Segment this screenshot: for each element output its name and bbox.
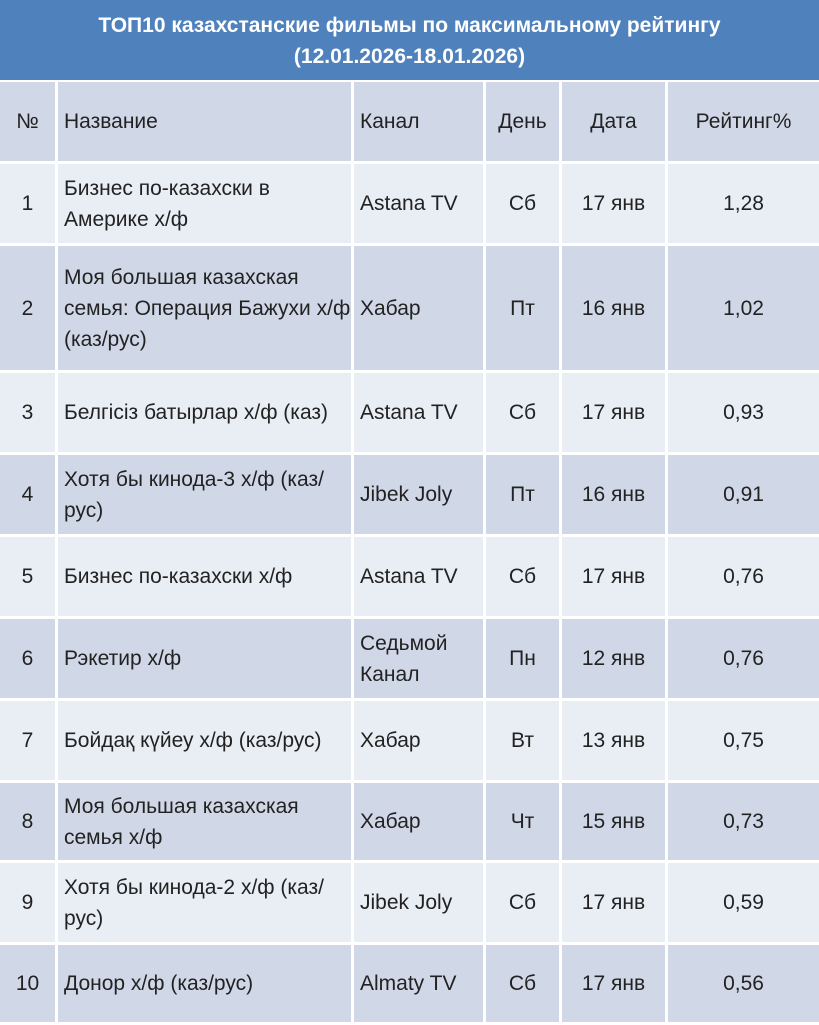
row-channel: Astana TV <box>354 537 486 619</box>
ratings-table <box>0 82 819 1025</box>
row-film-name: Бизнес по-казахски х/ф <box>58 537 354 619</box>
row-rating: 0,76 <box>668 619 819 701</box>
row-number: 9 <box>0 863 58 945</box>
table-row <box>0 783 819 863</box>
row-day: Сб <box>486 945 562 1025</box>
row-date: 12 янв <box>562 619 668 701</box>
row-rating: 0,59 <box>668 863 819 945</box>
row-number: 4 <box>0 455 58 537</box>
table-row <box>0 863 819 945</box>
row-rating: 0,73 <box>668 783 819 863</box>
row-rating: 0,91 <box>668 455 819 537</box>
row-day: Сб <box>486 164 562 246</box>
row-date: 17 янв <box>562 945 668 1025</box>
row-number: 3 <box>0 373 58 455</box>
table-title <box>0 0 819 80</box>
row-rating: 0,56 <box>668 945 819 1025</box>
row-channel: Astana TV <box>354 373 486 455</box>
row-day: Пт <box>486 246 562 373</box>
header-rating: Рейтинг% <box>668 82 819 164</box>
row-date: 17 янв <box>562 373 668 455</box>
row-film-name: Рэкетир х/ф <box>58 619 354 701</box>
row-channel: Astana TV <box>354 164 486 246</box>
row-number: 2 <box>0 246 58 373</box>
table-title-line-2: (12.01.2026-18.01.2026) <box>293 45 526 68</box>
row-date: 16 янв <box>562 246 668 373</box>
row-film-name: Белгісіз батырлар х/ф (каз) <box>58 373 354 455</box>
row-number: 1 <box>0 164 58 246</box>
row-film-name: Бизнес по-казахски в Америке х/ф <box>58 164 354 246</box>
row-channel: Хабар <box>354 701 486 783</box>
table-row <box>0 537 819 619</box>
row-channel: Хабар <box>354 246 486 373</box>
row-day: Сб <box>486 863 562 945</box>
row-rating: 0,93 <box>668 373 819 455</box>
row-day: Вт <box>486 701 562 783</box>
row-channel: Almaty TV <box>354 945 486 1025</box>
row-rating: 0,75 <box>668 701 819 783</box>
table-title-line-1: ТОП10 казахстанские фильмы по максимальному рейтингу <box>98 14 721 37</box>
row-date: 16 янв <box>562 455 668 537</box>
row-day: Сб <box>486 537 562 619</box>
row-film-name: Хотя бы кинода-2 х/ф (каз/рус) <box>58 863 354 945</box>
row-film-name: Моя большая казахская семья: Операция Бажухи х/ф (каз/рус) <box>58 246 354 373</box>
row-day: Пн <box>486 619 562 701</box>
row-date: 17 янв <box>562 164 668 246</box>
table-row <box>0 619 819 701</box>
row-film-name: Бойдақ күйеу х/ф (каз/рус) <box>58 701 354 783</box>
row-film-name: Моя большая казахская семья х/ф <box>58 783 354 863</box>
row-date: 15 янв <box>562 783 668 863</box>
table-row <box>0 164 819 246</box>
header-number: № <box>0 82 58 164</box>
row-date: 17 янв <box>562 863 668 945</box>
row-channel: Jibek Joly <box>354 863 486 945</box>
row-channel: Хабар <box>354 783 486 863</box>
table-row <box>0 701 819 783</box>
row-date: 17 янв <box>562 537 668 619</box>
row-number: 7 <box>0 701 58 783</box>
row-day: Пт <box>486 455 562 537</box>
row-channel: Jibek Joly <box>354 455 486 537</box>
table-row <box>0 246 819 373</box>
row-number: 6 <box>0 619 58 701</box>
header-name: Название <box>58 82 354 164</box>
row-date: 13 янв <box>562 701 668 783</box>
row-day: Сб <box>486 373 562 455</box>
row-film-name: Хотя бы кинода-3 х/ф (каз/рус) <box>58 455 354 537</box>
row-rating: 0,76 <box>668 537 819 619</box>
header-day: День <box>486 82 562 164</box>
table-header-row <box>0 82 819 164</box>
row-number: 5 <box>0 537 58 619</box>
row-rating: 1,28 <box>668 164 819 246</box>
row-number: 10 <box>0 945 58 1025</box>
row-number: 8 <box>0 783 58 863</box>
table-row <box>0 373 819 455</box>
table-row <box>0 945 819 1025</box>
row-rating: 1,02 <box>668 246 819 373</box>
header-channel: Канал <box>354 82 486 164</box>
row-day: Чт <box>486 783 562 863</box>
row-channel: Седьмой Канал <box>354 619 486 701</box>
header-date: Дата <box>562 82 668 164</box>
row-film-name: Донор х/ф (каз/рус) <box>58 945 354 1025</box>
table-row <box>0 455 819 537</box>
